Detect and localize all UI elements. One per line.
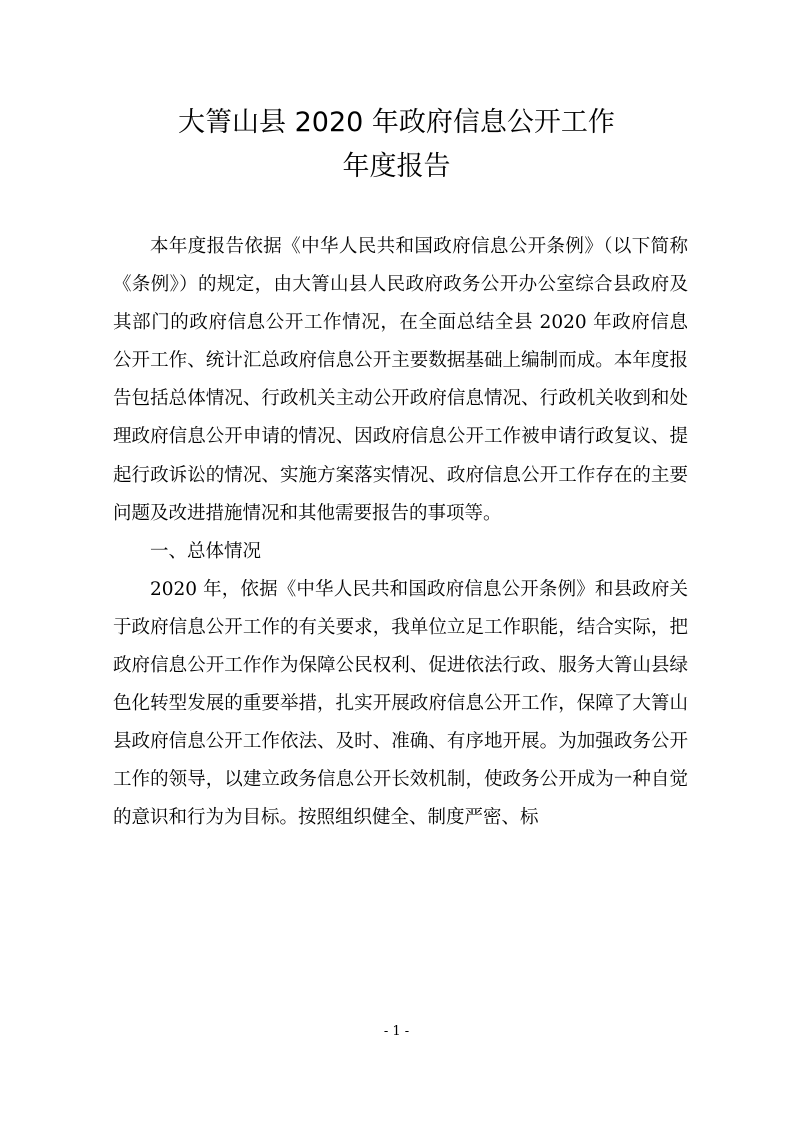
report-body <box>113 228 688 838</box>
page-number: - 1 - <box>383 1024 410 1039</box>
paragraph-overview: 2020 年，依据《中华人民共和国政府信息公开条例》和县政府关于政府信息公开工作的有关要求，我单位立足工作职能，结合实际，把政府信息公开工作作为保障公民权利、促进依法行政、服务大箐山县绿色化转型发展的重要举措，扎实开展政府信息公开工作，保障了大箐山县政府信息公开工作依法、及时、准确、有序地开展。为加强政务公开工作的领导，以建立政务信息公开长效机制，使政务公开成为一种自觉的意识和行为为目标。按照组织健全、制度严密、标 <box>113 578 688 829</box>
report-title-line-2: 年度报告 <box>342 151 451 182</box>
section-heading-overview: 一、总体情况 <box>150 540 262 562</box>
paragraph-intro: 本年度报告依据《中华人民共和国政府信息公开条例》（以下简称《条例》）的规定，由大箐山县人民政府政务公开办公室综合县政府及其部门的政府信息公开工作情况，在全面总结全县 2020 年政府信息公开工作、统计汇总政府信息公开主要数据基础上编制而成。本年度报告包括总体情况、行政机关主动公开政府信息情况、行政机关收到和处理政府信息公开申请的情况、因政府信息公开工作被申请行政复议、提起行政诉讼的情况、实施方案落实情况、政府信息公开工作存在的主要问题及改进措施情况和其他需要报告的事项等。 <box>113 236 688 524</box>
report-title-line-1: 大箐山县 2020 年政府信息公开工作 <box>178 107 615 138</box>
